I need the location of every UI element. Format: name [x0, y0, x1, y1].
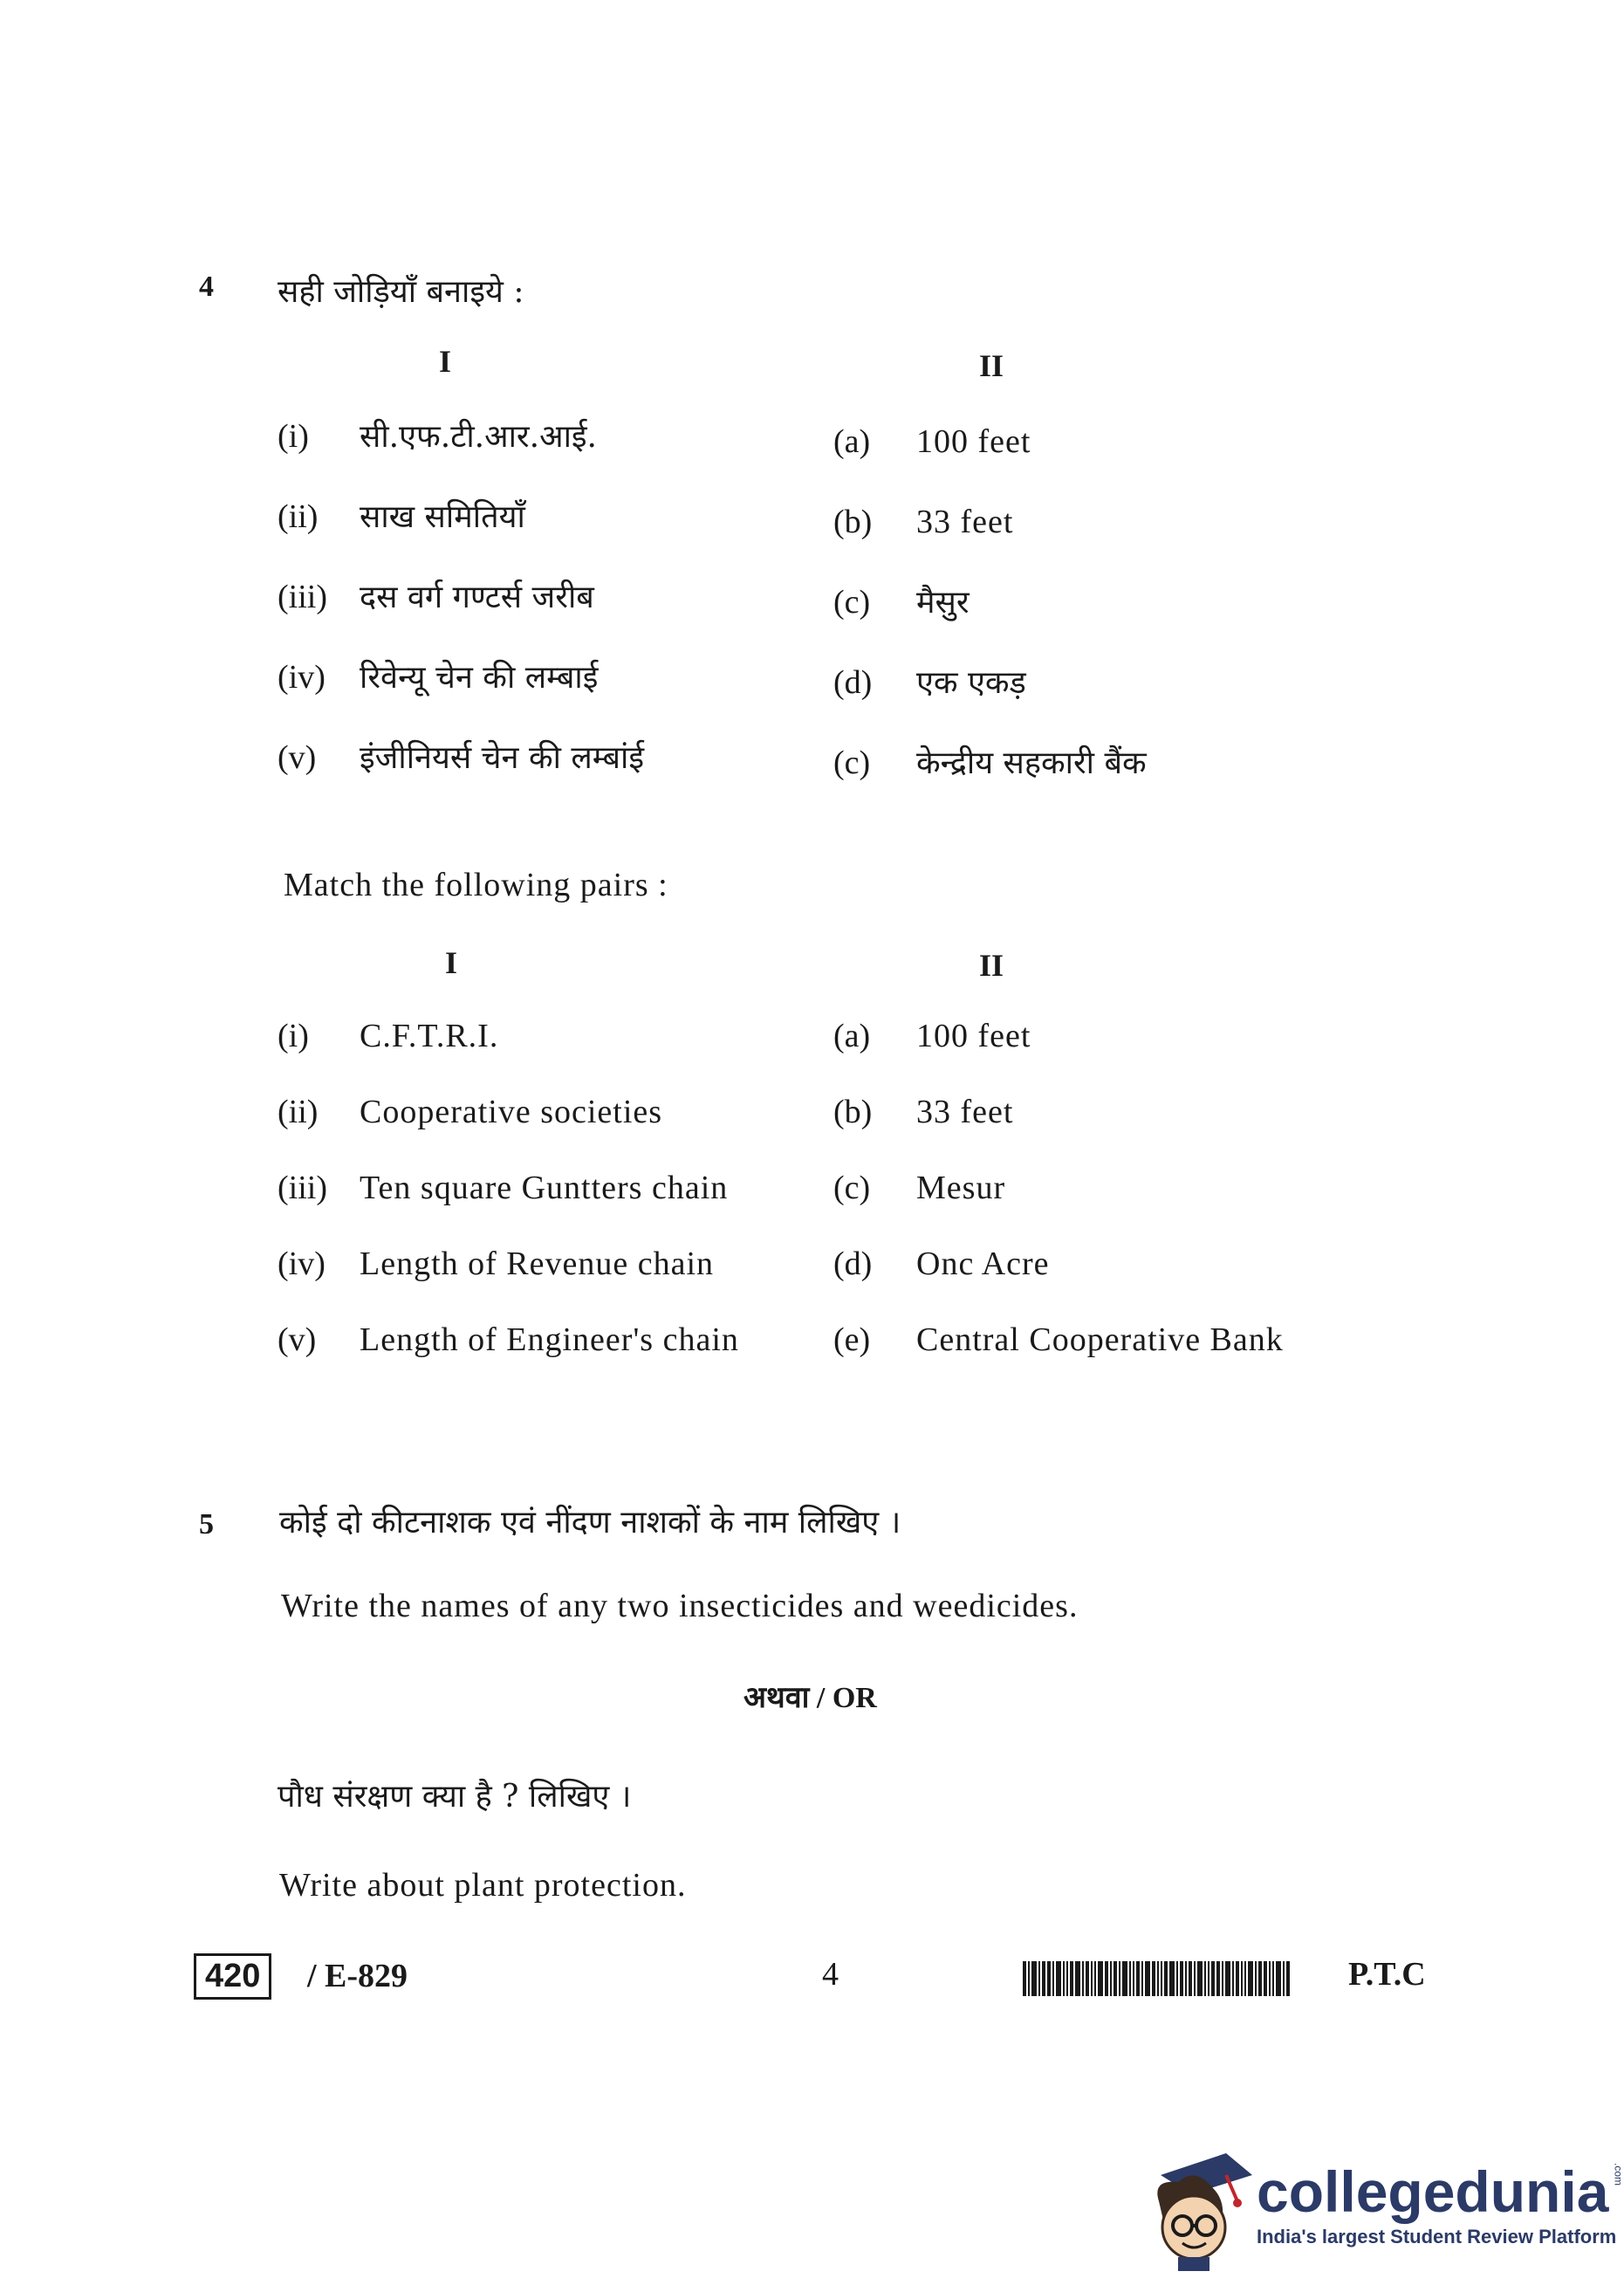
english-instruction: Match the following pairs : [284, 867, 668, 903]
barcode-bar [1070, 1961, 1073, 1996]
hindi-right-num: (b) [833, 504, 873, 540]
english-right-num: (c) [833, 1170, 871, 1206]
english-column-2-heading: II [979, 948, 1004, 983]
barcode-bar [1180, 1961, 1183, 1996]
english-left-num: (ii) [278, 1094, 319, 1130]
barcode-bar [1272, 1961, 1274, 1996]
barcode-bar [1042, 1961, 1045, 1996]
hindi-right-num: (d) [833, 664, 873, 701]
barcode-bar [1086, 1961, 1089, 1996]
barcode-bar [1161, 1961, 1162, 1996]
question-5-english: Write the names of any two insecticides and weedicides. [281, 1588, 1079, 1624]
hindi-left-num: (v) [278, 739, 317, 776]
pto-label: P.T.C [1348, 1956, 1426, 1993]
barcode-bar [1082, 1961, 1084, 1996]
hindi-left-text: रिवेन्यू चेन की लम्बाई [360, 660, 599, 696]
question-5-alt-hindi: पौध संरक्षण क्या है ? लिखिए । [278, 1779, 632, 1815]
mascot-icon [1143, 2140, 1257, 2271]
barcode-bar [1286, 1961, 1290, 1996]
barcode-bar [1136, 1961, 1140, 1996]
hindi-column-1-heading: I [439, 344, 452, 379]
barcode-bar [1244, 1961, 1246, 1996]
hindi-left-text: साख समितियाँ [360, 499, 525, 535]
barcode-bar [1211, 1961, 1215, 1996]
hindi-left-text: इंजीनियर्स चेन की लम्बांई [360, 740, 645, 776]
barcode-bar [1066, 1961, 1068, 1996]
barcode-bar [1269, 1961, 1271, 1996]
barcode-bar [1129, 1961, 1131, 1996]
barcode-bar [1145, 1961, 1150, 1996]
barcode-bar [1264, 1961, 1267, 1996]
hindi-column-2-heading: II [979, 348, 1004, 383]
english-left-text: Ten square Guntters chain [360, 1170, 729, 1206]
barcode-bar [1052, 1961, 1054, 1996]
barcode-bar [1023, 1961, 1026, 1996]
english-right-text: Mesur [916, 1170, 1006, 1206]
or-label: अथवा / OR [743, 1682, 877, 1714]
barcode-bar [1204, 1961, 1206, 1996]
barcode-bar [1248, 1961, 1253, 1996]
barcode-bar [1122, 1961, 1127, 1996]
question-4-hindi-instruction: सही जोड़ियाँ बनाइये : [278, 274, 524, 310]
paper-code-box: 420 [194, 1953, 271, 2000]
barcode-bar [1164, 1961, 1168, 1996]
hindi-right-num: (c) [833, 745, 871, 781]
barcode-bar [1047, 1961, 1051, 1996]
question-5-hindi: कोई दो कीटनाशक एवं नींदण नाशकों के नाम लिखिए । [279, 1505, 901, 1541]
barcode-bar [1091, 1961, 1093, 1996]
hindi-left-num: (i) [278, 418, 309, 455]
english-left-text: Length of Engineer's chain [360, 1321, 739, 1358]
barcode-bar [1031, 1961, 1037, 1996]
english-column-1-heading: I [445, 945, 458, 980]
barcode-bar [1232, 1961, 1234, 1996]
hindi-right-num: (a) [833, 423, 871, 460]
question-4-number: 4 [199, 271, 214, 303]
english-right-num: (a) [833, 1018, 871, 1054]
brand-name: collegedunia [1257, 2159, 1609, 2224]
collegedunia-logo[interactable] [1143, 2140, 1624, 2271]
barcode-bar [1176, 1961, 1178, 1996]
barcode-bar [1152, 1961, 1155, 1996]
barcode-bar [1038, 1961, 1040, 1996]
english-left-num: (iv) [278, 1246, 325, 1282]
english-right-num: (d) [833, 1246, 873, 1282]
hindi-right-text: केन्द्रीय सहकारी बैंक [916, 745, 1147, 781]
barcode-bar [1063, 1961, 1065, 1996]
barcode-bar [1094, 1961, 1096, 1996]
english-left-num: (iii) [278, 1170, 327, 1206]
barcode-bar [1119, 1961, 1120, 1996]
hindi-right-text: 33 feet [916, 504, 1014, 540]
barcode-bar [1236, 1961, 1239, 1996]
barcode-bar [1189, 1961, 1192, 1996]
barcode-bar [1133, 1961, 1134, 1996]
barcode-bar [1216, 1961, 1220, 1996]
question-5-number: 5 [199, 1508, 214, 1541]
barcode-bar [1197, 1961, 1203, 1996]
barcode-bar [1258, 1961, 1262, 1996]
barcode-bar [1075, 1961, 1080, 1996]
barcode-bar [1056, 1961, 1061, 1996]
english-right-num: (e) [833, 1321, 871, 1358]
english-right-text: 33 feet [916, 1094, 1014, 1130]
brand-tagline: India's largest Student Review Platform [1257, 2226, 1617, 2247]
hindi-left-text: सी.एफ.टी.आर.आई. [360, 419, 597, 455]
barcode-bar [1185, 1961, 1187, 1996]
barcode-bar [1105, 1961, 1108, 1996]
hindi-left-num: (iv) [278, 659, 325, 696]
barcode-bar [1169, 1961, 1175, 1996]
hindi-right-text: एक एकड़ [916, 665, 1026, 701]
english-left-num: (v) [278, 1321, 317, 1358]
hindi-left-num: (ii) [278, 498, 319, 535]
barcode-bar [1208, 1961, 1209, 1996]
barcode-bar [1157, 1961, 1159, 1996]
english-right-text: 100 feet [916, 1018, 1031, 1054]
hindi-left-num: (iii) [278, 579, 327, 615]
barcode [1023, 1961, 1292, 1996]
english-right-num: (b) [833, 1094, 873, 1130]
english-left-num: (i) [278, 1018, 309, 1054]
barcode-bar [1114, 1961, 1117, 1996]
brand-suffix: .com [1612, 2163, 1624, 2186]
barcode-bar [1194, 1961, 1196, 1996]
hindi-right-text: मैसुर [916, 585, 970, 621]
english-right-text: Central Cooperative Bank [916, 1321, 1284, 1358]
paper-code-suffix: / E-829 [307, 1958, 408, 1994]
barcode-bar [1225, 1961, 1230, 1996]
barcode-bar [1283, 1961, 1285, 1996]
english-left-text: Length of Revenue chain [360, 1246, 715, 1282]
barcode-bar [1141, 1961, 1143, 1996]
barcode-bar [1241, 1961, 1243, 1996]
barcode-bar [1110, 1961, 1112, 1996]
english-right-text: Onc Acre [916, 1246, 1050, 1282]
hindi-right-text: 100 feet [916, 423, 1031, 460]
hindi-right-num: (c) [833, 584, 871, 621]
barcode-bar [1028, 1961, 1030, 1996]
question-5-alt-english: Write about plant protection. [279, 1867, 687, 1904]
page-number: 4 [822, 1956, 839, 1993]
barcode-bar [1222, 1961, 1223, 1996]
hindi-left-text: दस वर्ग गण्टर्स जरीब [360, 580, 594, 615]
barcode-bar [1255, 1961, 1257, 1996]
english-left-text: C.F.T.R.I. [360, 1018, 499, 1054]
barcode-bar [1276, 1961, 1281, 1996]
barcode-bar [1098, 1961, 1103, 1996]
english-left-text: Cooperative societies [360, 1094, 663, 1130]
